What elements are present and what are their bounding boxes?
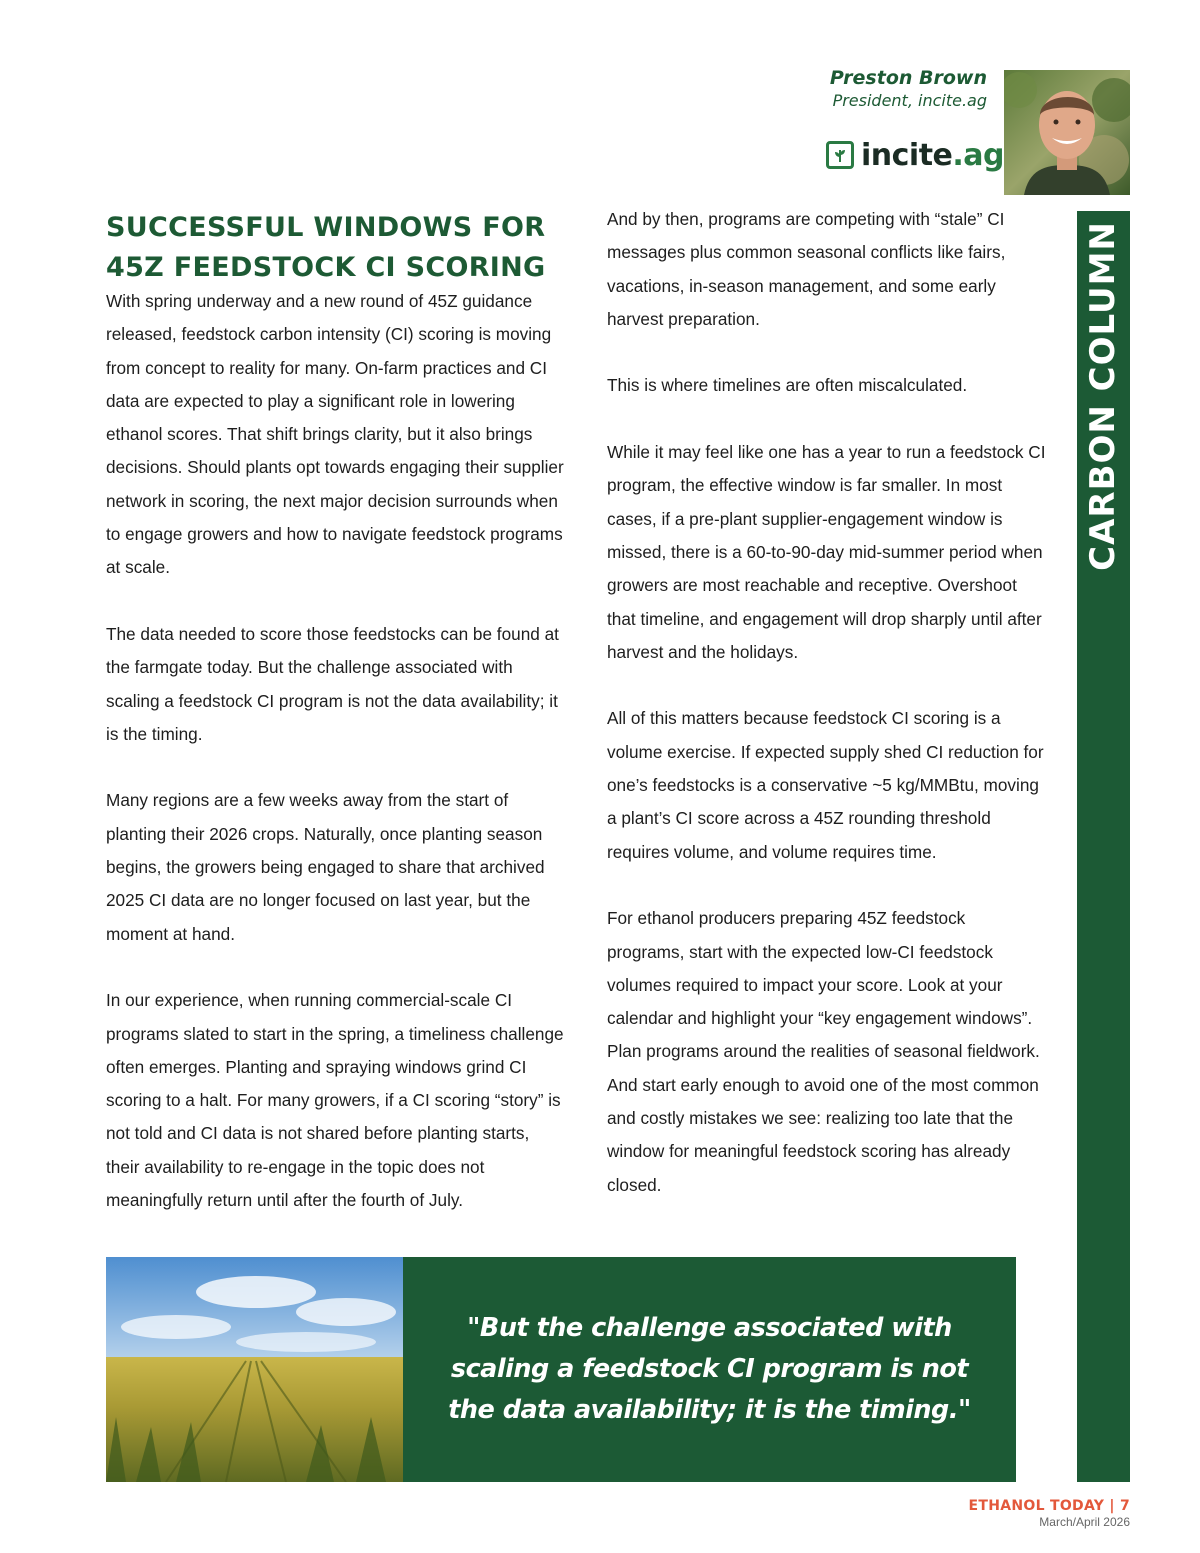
section-sidebar xyxy=(1077,211,1130,1482)
leaf-icon xyxy=(826,141,854,169)
pull-quote-text: "But the challenge associated with scaling a feedstock CI program is not the data availability; it is the timing." xyxy=(448,1313,971,1425)
paragraph: With spring underway and a new round of 45Z guidance released, feedstock carbon intensity (CI) scoring is moving from concept to reality for many. On-farm practices and CI data are expected to play a significant role in lowering ethanol scores. That shift brings clarity, but it also brings decisions. Should plants opt towards engaging their supplier network in scoring, the next major decision surrounds when to engage growers and how to navigate feedstock programs at scale. xyxy=(106,291,564,578)
page-footer xyxy=(969,1498,1131,1529)
author-photo xyxy=(1004,70,1130,195)
author-block xyxy=(830,66,987,112)
paragraph: While it may feel like one has a year to run a feedstock CI program, the effective window is far smaller. In most cases, if a pre-plant supplier-engagement window is missed, there is a 60-to-90-day mid-summer period when growers are most reachable and receptive. Overshoot that timeline, and engagement will drop sharply until after harvest and the holidays. xyxy=(607,442,1046,662)
article-column-left xyxy=(106,285,566,1251)
issue-date: March/April 2026 xyxy=(1039,1515,1130,1529)
paragraph: All of this matters because feedstock CI scoring is a volume exercise. If expected supply shed CI reduction for one’s feedstocks is a conservative ~5 kg/MMBtu, moving a plant’s CI score across a 45Z rounding threshold requires volume, and volume requires time. xyxy=(607,708,1044,862)
logo-wordmark xyxy=(861,138,1004,173)
paragraph: For ethanol producers preparing 45Z feedstock programs, start with the expected low-CI feedstock volumes required to impact your score. Look at your calendar and highlight your “key engagement windows”. Plan programs around the realities of seasonal fieldwork. And start early enough to avoid one of the most common and costly mistakes we see: realizing too late that the window for meaningful feedstock scoring has already closed. xyxy=(607,908,1040,1195)
pull-quote-banner xyxy=(106,1257,1016,1482)
publication-folio: ETHANOL TODAY | 7 xyxy=(968,1498,1130,1514)
paragraph: And by then, programs are competing with “stale” CI messages plus common seasonal conflicts like fairs, vacations, in-season management, and some early harvest preparation. xyxy=(607,209,1006,329)
author-name: Preston Brown xyxy=(829,67,987,89)
paragraph: The data needed to score those feedstocks can be found at the farmgate today. But the challenge associated with scaling a feedstock CI program is not the data availability; it is the timing. xyxy=(106,623,559,744)
article-headline xyxy=(106,208,576,288)
author-role: President, incite.ag xyxy=(832,91,987,110)
paragraph: In our experience, when running commercial-scale CI programs slated to start in the spring, a timeliness challenge often emerges. Planting and spraying windows grind CI scoring to a halt. For many growers, if a CI scoring “story” is not told and CI data is not shared before planting starts, their availability to re-engage in the topic does not meaningfully return until after the fourth of July. xyxy=(106,990,564,1211)
pull-quote-box xyxy=(403,1257,1016,1482)
headline-line-2: 45Z FEEDSTOCK CI SCORING xyxy=(106,252,546,283)
company-logo xyxy=(826,136,1004,174)
section-label: CARBON COLUMN xyxy=(1083,221,1123,571)
cornfield-image xyxy=(106,1257,403,1482)
logo-text-suffix: .ag xyxy=(952,137,1005,173)
paragraph: Many regions are a few weeks away from the start of planting their 2026 crops. Naturally, once planting season begins, the growers being engaged to share that archived 2025 CI data are no longer focused on last year, but the moment at hand. xyxy=(106,790,545,944)
paragraph: This is where timelines are often miscalculated. xyxy=(607,375,968,396)
article-column-right xyxy=(607,203,1047,1235)
logo-text-main: incite xyxy=(861,137,953,173)
headline-line-1: SUCCESSFUL WINDOWS FOR xyxy=(106,212,546,243)
